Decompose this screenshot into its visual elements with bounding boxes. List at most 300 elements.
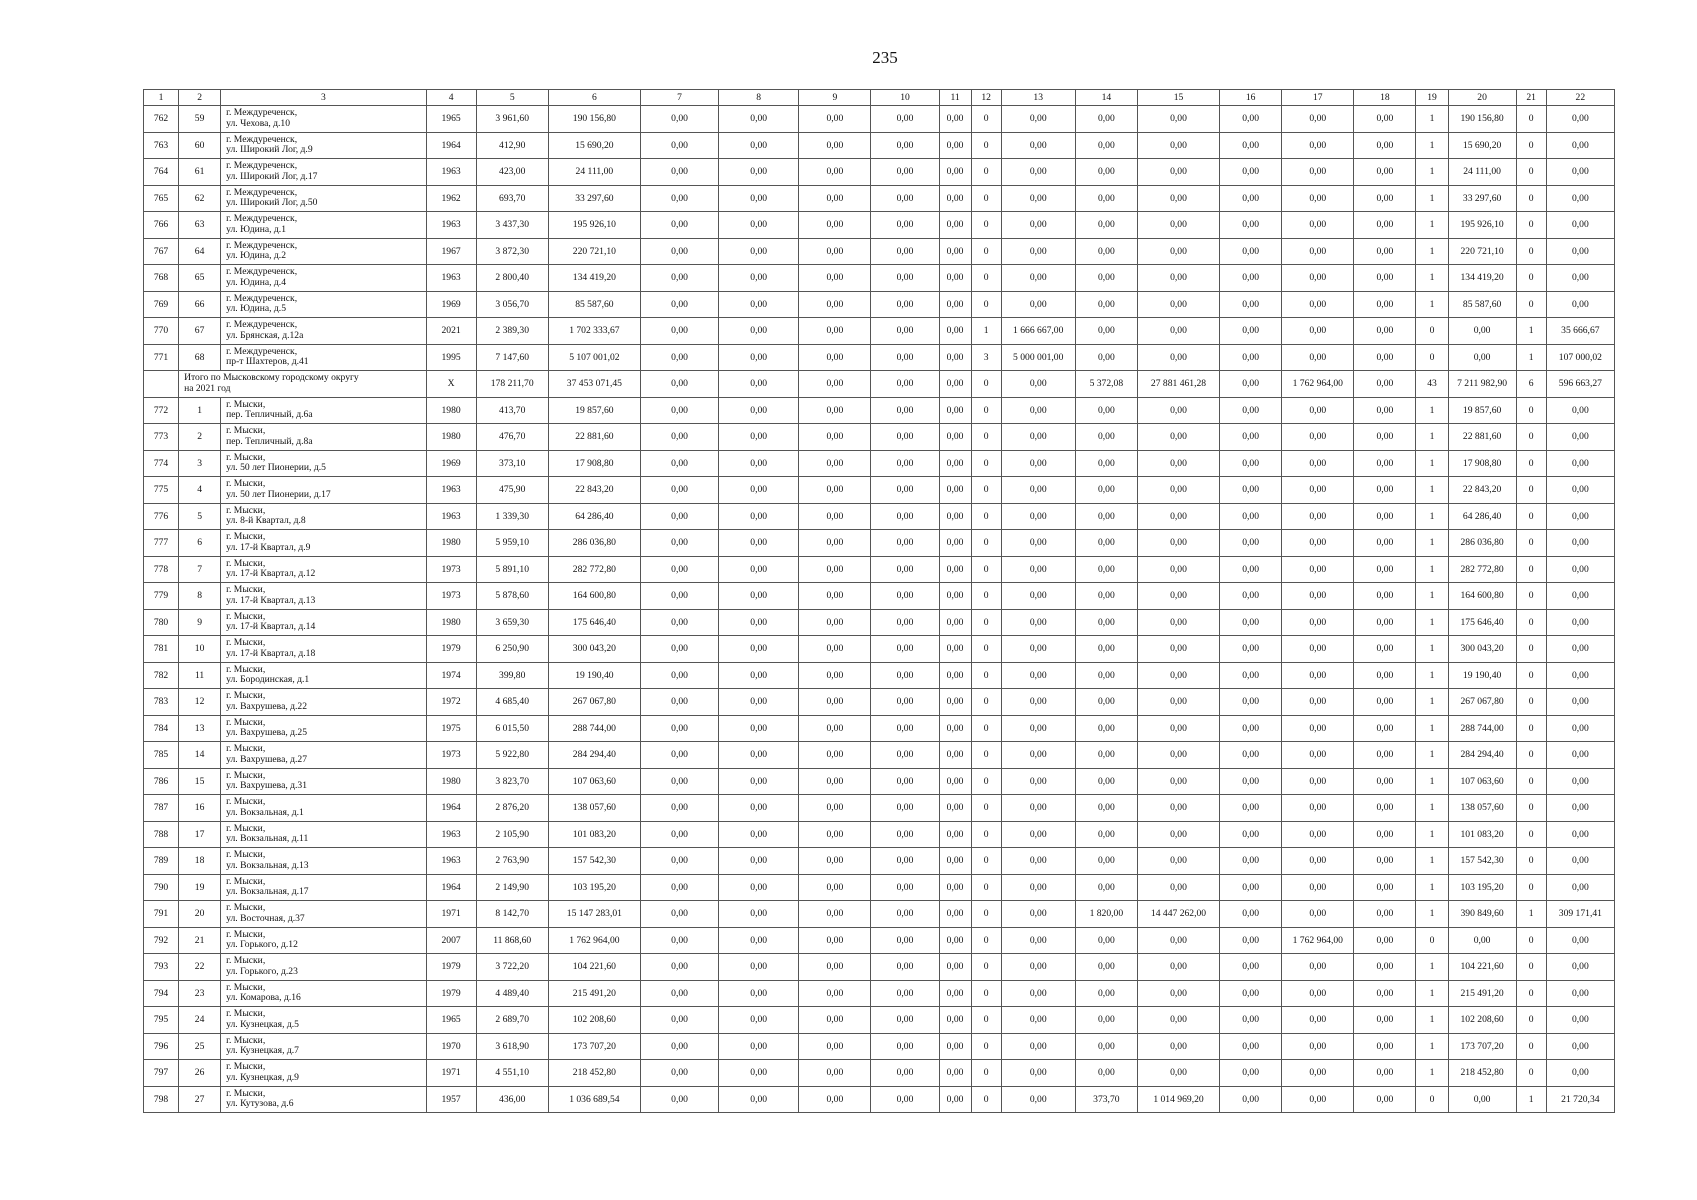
column-header: 11: [939, 90, 971, 106]
table-cell: 1: [1416, 980, 1448, 1007]
table-cell: 1: [1416, 424, 1448, 451]
table-cell: 1980: [426, 397, 476, 424]
column-header: 19: [1416, 90, 1448, 106]
table-cell: 0,00: [1282, 159, 1354, 186]
table-cell: 0: [1516, 768, 1546, 795]
table-cell: 0,00: [719, 901, 799, 928]
table-cell: 65: [179, 265, 221, 292]
table-cell: 0,00: [1137, 768, 1219, 795]
table-cell: 190 156,80: [1448, 106, 1516, 133]
column-header: 6: [548, 90, 640, 106]
table-cell: 0,00: [719, 742, 799, 769]
table-cell: 63: [179, 212, 221, 239]
table-cell: 0,00: [871, 954, 939, 981]
data-table: [143, 89, 1615, 1113]
table-cell: 764: [144, 159, 179, 186]
table-cell: 1963: [426, 212, 476, 239]
table-cell: 37 453 071,45: [548, 371, 640, 398]
table-cell: 1962: [426, 185, 476, 212]
table-cell: 0,00: [799, 291, 871, 318]
table-cell: 0,00: [871, 689, 939, 716]
column-header: 16: [1220, 90, 1282, 106]
table-row: [144, 397, 1615, 424]
table-cell: 67: [179, 318, 221, 345]
table-cell: 0,00: [1354, 106, 1416, 133]
table-cell: 1: [1516, 901, 1546, 928]
table-cell: 0,00: [1546, 689, 1614, 716]
table-row: [144, 874, 1615, 901]
table-cell: 0,00: [939, 424, 971, 451]
total-label: Итого по Мысковскому городскому округу на 2021 год: [179, 371, 426, 398]
table-cell: 104 221,60: [1448, 954, 1516, 981]
table-cell: 0,00: [719, 1007, 799, 1034]
table-cell: 0,00: [1546, 159, 1614, 186]
table-cell: 596 663,27: [1546, 371, 1614, 398]
table-cell: 0,00: [939, 901, 971, 928]
page-number: 235: [872, 48, 898, 67]
table-cell: 0,00: [1354, 397, 1416, 424]
table-cell: 0,00: [1282, 742, 1354, 769]
table-cell: 1 666 667,00: [1001, 318, 1075, 345]
table-cell: 0,00: [1075, 238, 1137, 265]
table-cell: 1: [1416, 503, 1448, 530]
table-cell: 0,00: [871, 1033, 939, 1060]
table-cell: 0,00: [1220, 874, 1282, 901]
table-cell: 43: [1416, 371, 1448, 398]
table-row: [144, 1033, 1615, 1060]
table-cell: 0,00: [1137, 874, 1219, 901]
table-cell: 1: [1416, 848, 1448, 875]
table-cell: 0,00: [1137, 530, 1219, 557]
table-cell: 0,00: [1075, 424, 1137, 451]
table-cell: 0,00: [939, 848, 971, 875]
table-cell: 164 600,80: [548, 583, 640, 610]
table-cell: 0,00: [1137, 477, 1219, 504]
table-cell: 0,00: [1001, 662, 1075, 689]
table-cell: 0,00: [871, 927, 939, 954]
table-cell: 0,00: [719, 1033, 799, 1060]
table-cell: 0,00: [1001, 848, 1075, 875]
table-row: [144, 132, 1615, 159]
table-cell: 0: [971, 609, 1001, 636]
table-cell: 3 659,30: [476, 609, 548, 636]
table-cell: 0,00: [719, 689, 799, 716]
table-cell: 0,00: [1282, 477, 1354, 504]
table-cell: 0: [971, 901, 1001, 928]
table-cell: 0: [971, 821, 1001, 848]
table-cell: 0,00: [799, 185, 871, 212]
table-cell: 776: [144, 503, 179, 530]
table-cell: 0,00: [799, 556, 871, 583]
table-cell: 412,90: [476, 132, 548, 159]
table-cell: 793: [144, 954, 179, 981]
table-cell: 769: [144, 291, 179, 318]
table-cell: 0,00: [1001, 397, 1075, 424]
table-cell: 0,00: [871, 848, 939, 875]
table-cell: 288 744,00: [548, 715, 640, 742]
table-cell: 0,00: [1001, 768, 1075, 795]
table-cell: 0,00: [1137, 106, 1219, 133]
table-cell: 11: [179, 662, 221, 689]
table-cell: 0,00: [1001, 874, 1075, 901]
table-cell: 0,00: [640, 106, 718, 133]
table-cell: 0,00: [1137, 715, 1219, 742]
table-cell: 0,00: [1282, 185, 1354, 212]
table-cell: 0: [1516, 450, 1546, 477]
table-cell: 0,00: [871, 344, 939, 371]
table-cell: 0,00: [1546, 583, 1614, 610]
table-cell: 3 618,90: [476, 1033, 548, 1060]
table-cell: 0,00: [1546, 609, 1614, 636]
table-cell: 0,00: [871, 450, 939, 477]
table-cell: 33 297,60: [548, 185, 640, 212]
table-row: [144, 344, 1615, 371]
table-cell: 0,00: [1001, 106, 1075, 133]
table-cell: 0,00: [1220, 927, 1282, 954]
table-cell: 61: [179, 159, 221, 186]
table-cell: 0,00: [1137, 265, 1219, 292]
table-cell: 0: [971, 132, 1001, 159]
address-cell: г. Мыски, ул. 50 лет Пионерии, д.17: [221, 477, 426, 504]
table-cell: 1964: [426, 874, 476, 901]
table-row: [144, 530, 1615, 557]
table-cell: 1 702 333,67: [548, 318, 640, 345]
table-cell: 0,00: [1282, 795, 1354, 822]
table-cell: 0,00: [1001, 1033, 1075, 1060]
table-cell: 195 926,10: [1448, 212, 1516, 239]
table-cell: 1967: [426, 238, 476, 265]
table-cell: 22 843,20: [548, 477, 640, 504]
table-cell: 17 908,80: [1448, 450, 1516, 477]
table-cell: 774: [144, 450, 179, 477]
table-cell: 0,00: [640, 265, 718, 292]
table-cell: 0,00: [1075, 821, 1137, 848]
table-cell: 0,00: [1546, 795, 1614, 822]
table-cell: 0: [1516, 715, 1546, 742]
table-cell: 0,00: [1137, 1033, 1219, 1060]
table-cell: 768: [144, 265, 179, 292]
table-cell: 0,00: [1137, 1007, 1219, 1034]
table-cell: 0,00: [1282, 265, 1354, 292]
table-cell: 0,00: [1220, 901, 1282, 928]
table-cell: 0,00: [1546, 503, 1614, 530]
table-cell: 0,00: [1075, 397, 1137, 424]
table-cell: 0,00: [939, 795, 971, 822]
table-cell: 0,00: [1354, 159, 1416, 186]
table-cell: 0,00: [1001, 980, 1075, 1007]
table-cell: 0,00: [1137, 742, 1219, 769]
table-cell: 0,00: [1546, 530, 1614, 557]
table-cell: 0,00: [1075, 662, 1137, 689]
table-cell: 0,00: [719, 954, 799, 981]
table-cell: 0,00: [1220, 609, 1282, 636]
table-cell: 0: [1516, 742, 1546, 769]
table-cell: 0,00: [1075, 530, 1137, 557]
table-cell: 0,00: [799, 1086, 871, 1113]
table-cell: 22 881,60: [548, 424, 640, 451]
table-cell: 0,00: [1001, 291, 1075, 318]
table-cell: 0,00: [1354, 583, 1416, 610]
table-cell: 0,00: [1546, 185, 1614, 212]
column-header: 5: [476, 90, 548, 106]
table-cell: 0,00: [799, 318, 871, 345]
column-header: 22: [1546, 90, 1614, 106]
table-cell: 0,00: [799, 477, 871, 504]
table-cell: 0,00: [1137, 609, 1219, 636]
table-cell: 0,00: [719, 795, 799, 822]
table-cell: 218 452,80: [548, 1060, 640, 1087]
table-cell: 0,00: [1282, 1060, 1354, 1087]
table-cell: 0,00: [1448, 318, 1516, 345]
table-cell: 0,00: [640, 503, 718, 530]
table-row: [144, 477, 1615, 504]
table-cell: 5 891,10: [476, 556, 548, 583]
table-cell: 788: [144, 821, 179, 848]
table-cell: 0,00: [1220, 848, 1282, 875]
table-cell: 62: [179, 185, 221, 212]
table-cell: 0: [971, 477, 1001, 504]
table-cell: 0: [1516, 556, 1546, 583]
table-cell: 5 000 001,00: [1001, 344, 1075, 371]
table-cell: 8: [179, 583, 221, 610]
table-row: [144, 318, 1615, 345]
table-cell: 284 294,40: [548, 742, 640, 769]
table-cell: 693,70: [476, 185, 548, 212]
table-cell: 5 372,08: [1075, 371, 1137, 398]
table-cell: 138 057,60: [1448, 795, 1516, 822]
table-cell: 0,00: [719, 874, 799, 901]
table-cell: 0,00: [1354, 954, 1416, 981]
table-cell: [144, 371, 179, 398]
table-cell: 0: [971, 159, 1001, 186]
table-cell: 0,00: [1282, 397, 1354, 424]
table-cell: 2: [179, 424, 221, 451]
table-cell: 0,00: [1075, 477, 1137, 504]
address-cell: г. Междуреченск, ул. Широкий Лог, д.9: [221, 132, 426, 159]
table-cell: 0: [971, 583, 1001, 610]
table-cell: 102 208,60: [1448, 1007, 1516, 1034]
table-cell: 8 142,70: [476, 901, 548, 928]
table-cell: 780: [144, 609, 179, 636]
table-cell: 22: [179, 954, 221, 981]
table-cell: 0,00: [1075, 291, 1137, 318]
table-cell: 0,00: [1546, 265, 1614, 292]
address-cell: г. Мыски, ул. Вахрушева, д.25: [221, 715, 426, 742]
table-cell: 0,00: [871, 530, 939, 557]
table-cell: 0,00: [1001, 212, 1075, 239]
table-row: [144, 636, 1615, 663]
table-cell: 0,00: [1354, 265, 1416, 292]
table-row: [144, 980, 1615, 1007]
table-cell: 0,00: [1220, 477, 1282, 504]
table-cell: 0,00: [1075, 689, 1137, 716]
table-cell: 0,00: [640, 795, 718, 822]
table-cell: 0: [971, 795, 1001, 822]
table-cell: 15 147 283,01: [548, 901, 640, 928]
table-cell: 0,00: [939, 609, 971, 636]
table-cell: 2007: [426, 927, 476, 954]
table-cell: 0: [971, 1007, 1001, 1034]
table-cell: 0,00: [640, 1086, 718, 1113]
table-cell: 0,00: [1546, 1033, 1614, 1060]
table-cell: 0,00: [1282, 980, 1354, 1007]
table-cell: 0,00: [1220, 583, 1282, 610]
table-cell: 68: [179, 344, 221, 371]
table-cell: 0,00: [799, 927, 871, 954]
table-cell: 0,00: [939, 874, 971, 901]
table-cell: 0,00: [871, 662, 939, 689]
table-cell: 5 107 001,02: [548, 344, 640, 371]
table-cell: 282 772,80: [1448, 556, 1516, 583]
table-cell: 0,00: [871, 318, 939, 345]
table-cell: 1: [1416, 450, 1448, 477]
table-row: [144, 742, 1615, 769]
table-cell: 5 959,10: [476, 530, 548, 557]
table-cell: 1: [1416, 874, 1448, 901]
table-cell: 1: [1416, 954, 1448, 981]
table-cell: 0,00: [1354, 530, 1416, 557]
table-cell: 0,00: [1220, 318, 1282, 345]
table-cell: 762: [144, 106, 179, 133]
table-cell: 0,00: [939, 927, 971, 954]
table-cell: 0,00: [640, 980, 718, 1007]
table-cell: 1 820,00: [1075, 901, 1137, 928]
table-cell: 1973: [426, 583, 476, 610]
table-cell: 0,00: [1137, 689, 1219, 716]
table-cell: 0,00: [1354, 556, 1416, 583]
column-header: 21: [1516, 90, 1546, 106]
table-cell: 300 043,20: [548, 636, 640, 663]
table-cell: 6 015,50: [476, 715, 548, 742]
table-cell: 0,00: [871, 371, 939, 398]
table-cell: 0,00: [1354, 371, 1416, 398]
table-cell: 0,00: [1282, 901, 1354, 928]
table-cell: 0,00: [1001, 477, 1075, 504]
table-cell: 2 105,90: [476, 821, 548, 848]
table-cell: 103 195,20: [1448, 874, 1516, 901]
table-cell: 0,00: [640, 1007, 718, 1034]
table-cell: 0: [1516, 185, 1546, 212]
table-cell: 0,00: [939, 238, 971, 265]
table-cell: 0,00: [719, 583, 799, 610]
table-cell: 0,00: [871, 556, 939, 583]
table-cell: 175 646,40: [548, 609, 640, 636]
table-row: [144, 1060, 1615, 1087]
table-cell: 1963: [426, 503, 476, 530]
table-cell: 0,00: [1546, 954, 1614, 981]
table-cell: 0: [971, 954, 1001, 981]
table-cell: 0,00: [939, 556, 971, 583]
table-cell: 0,00: [1220, 212, 1282, 239]
column-header: 20: [1448, 90, 1516, 106]
table-cell: 0,00: [871, 106, 939, 133]
table-cell: 15: [179, 768, 221, 795]
table-cell: 0,00: [871, 609, 939, 636]
table-cell: 0,00: [719, 238, 799, 265]
table-cell: 0,00: [1282, 636, 1354, 663]
address-cell: г. Мыски, ул. 17-й Квартал, д.13: [221, 583, 426, 610]
table-cell: 0,00: [1546, 291, 1614, 318]
column-header: 4: [426, 90, 476, 106]
table-cell: 1965: [426, 106, 476, 133]
table-cell: 0,00: [1354, 424, 1416, 451]
table-cell: 1: [971, 318, 1001, 345]
table-row: [144, 821, 1615, 848]
table-cell: 0,00: [1001, 636, 1075, 663]
column-header: 17: [1282, 90, 1354, 106]
table-cell: 0,00: [1220, 371, 1282, 398]
table-cell: 0,00: [1001, 1060, 1075, 1087]
table-cell: 215 491,20: [1448, 980, 1516, 1007]
table-cell: 792: [144, 927, 179, 954]
table-cell: 0,00: [1137, 927, 1219, 954]
table-cell: 1: [1416, 821, 1448, 848]
table-cell: 1974: [426, 662, 476, 689]
table-cell: 0: [971, 636, 1001, 663]
table-cell: 1965: [426, 1007, 476, 1034]
address-cell: г. Мыски, ул. Кузнецкая, д.5: [221, 1007, 426, 1034]
table-cell: 0: [971, 556, 1001, 583]
table-cell: 0,00: [1001, 583, 1075, 610]
table-cell: 21 720,34: [1546, 1086, 1614, 1113]
address-cell: г. Междуреченск, ул. Широкий Лог, д.50: [221, 185, 426, 212]
table-cell: 3 961,60: [476, 106, 548, 133]
table-cell: 0: [1516, 954, 1546, 981]
table-cell: 0,00: [799, 503, 871, 530]
table-cell: 0,00: [1546, 848, 1614, 875]
table-cell: 0,00: [1282, 1007, 1354, 1034]
table-cell: 1 014 969,20: [1137, 1086, 1219, 1113]
table-cell: 0,00: [719, 477, 799, 504]
table-cell: 0,00: [640, 530, 718, 557]
table-cell: 0,00: [1137, 583, 1219, 610]
table-cell: 0,00: [1220, 556, 1282, 583]
table-cell: 2 389,30: [476, 318, 548, 345]
table-row: [144, 238, 1615, 265]
table-cell: 64 286,40: [1448, 503, 1516, 530]
table-cell: 1971: [426, 1060, 476, 1087]
table-cell: 1: [1416, 397, 1448, 424]
table-cell: 0,00: [939, 450, 971, 477]
table-cell: 0,00: [1075, 927, 1137, 954]
table-cell: 0,00: [1282, 609, 1354, 636]
table-cell: 0: [971, 662, 1001, 689]
table-cell: 0,00: [640, 238, 718, 265]
table-cell: 0,00: [799, 238, 871, 265]
table-cell: 0,00: [1075, 636, 1137, 663]
table-cell: 1: [1416, 742, 1448, 769]
table-cell: 0,00: [1354, 1060, 1416, 1087]
table-cell: 1970: [426, 1033, 476, 1060]
table-cell: 0,00: [1448, 344, 1516, 371]
table-cell: 0,00: [799, 212, 871, 239]
table-cell: 0,00: [1354, 768, 1416, 795]
table-cell: 0,00: [1220, 159, 1282, 186]
table-cell: 220 721,10: [548, 238, 640, 265]
table-cell: 0,00: [1282, 583, 1354, 610]
table-cell: 0,00: [1282, 848, 1354, 875]
table-cell: 0,00: [871, 742, 939, 769]
table-cell: 6: [1516, 371, 1546, 398]
table-cell: 0,00: [1354, 689, 1416, 716]
table-cell: 0: [971, 450, 1001, 477]
table-cell: 0,00: [640, 927, 718, 954]
table-cell: 0,00: [1282, 291, 1354, 318]
table-cell: 0,00: [1137, 344, 1219, 371]
table-cell: 1: [1416, 715, 1448, 742]
table-cell: 0: [971, 106, 1001, 133]
table-cell: 1980: [426, 768, 476, 795]
